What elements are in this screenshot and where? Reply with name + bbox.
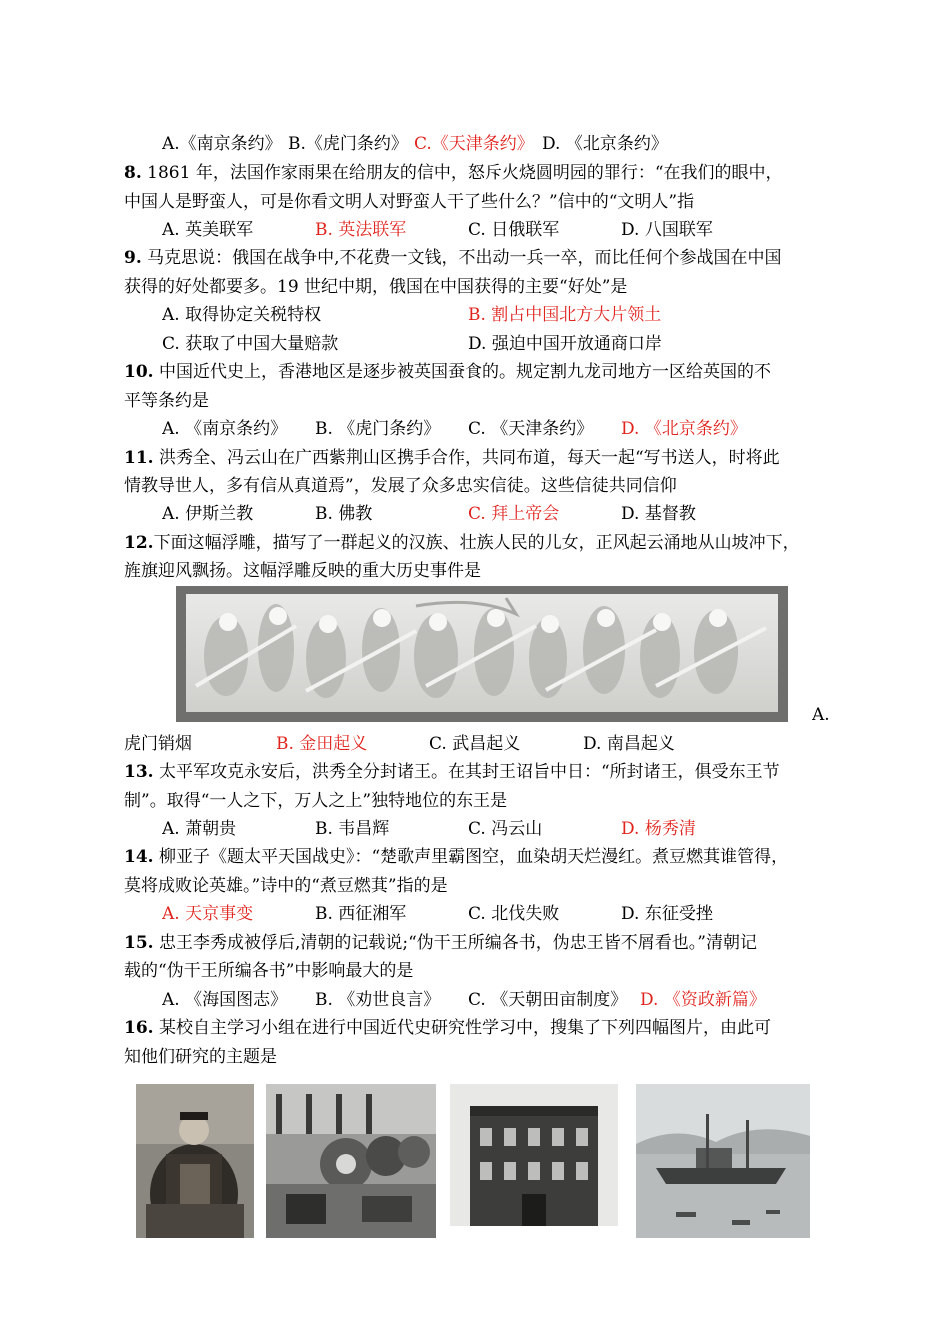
q11-option-c-answer: C. 拜上帝会 <box>468 504 560 524</box>
q7-option-d: D. 《北京条约》 <box>542 134 668 154</box>
q10-option-a: A. 《南京条约》 <box>162 419 288 439</box>
q8-options <box>162 216 842 244</box>
q14-option-b: B. 西征湘军 <box>315 904 407 924</box>
q9-options-row-1 <box>162 301 842 329</box>
q9-option-c: C. 获取了中国大量赔款 <box>162 334 339 354</box>
q9-option-a: A. 取得协定关税特权 <box>162 305 322 325</box>
q8-option-d: D. 八国联军 <box>621 220 713 240</box>
q9-line-2: 获得的好处都要多。19 世纪中期，俄国在中国获得的主要“好处”是 <box>124 277 628 297</box>
q12-option-a-label: A. <box>812 705 830 725</box>
q13-option-a: A. 萧朝贵 <box>162 819 237 839</box>
western-building-photo-image <box>450 1084 618 1226</box>
q7-option-b: B.《虎门条约》 <box>288 134 408 154</box>
q13-option-b: B. 韦昌辉 <box>315 819 390 839</box>
q14-option-d: D. 东征受挫 <box>621 904 713 924</box>
q15-option-b: B. 《劝世良言》 <box>315 990 441 1010</box>
q11-options <box>162 500 842 528</box>
q15-option-c: C. 《天朝田亩制度》 <box>468 990 628 1010</box>
q11-line-2: 情教导世人，多有信从真道焉”，发展了众多忠实信徒。这些信徒共同信仰 <box>124 476 677 496</box>
q12-options <box>124 730 844 758</box>
q10-options <box>162 415 842 443</box>
q11-option-a: A. 伊斯兰教 <box>162 504 254 524</box>
q8-option-b-answer: B. 英法联军 <box>315 220 407 240</box>
q15-options <box>162 986 842 1014</box>
q12-line-1: 12.下面这幅浮雕，描写了一群起义的汉族、壮族人民的儿女，正风起云涌地从山坡冲下， <box>124 533 800 553</box>
q9-option-d: D. 强迫中国开放通商口岸 <box>468 334 662 354</box>
q12-option-a: 虎门销烟 <box>124 734 192 754</box>
factory-machinery-photo-image <box>266 1084 436 1238</box>
q13-line-1: 13. 太平军攻克永安后，洪秀全分封诸王。在其封王诏旨中日：“所封诸王，俱受东王节 <box>124 762 780 782</box>
q10-line-1: 10. 中国近代史上，香港地区是逐步被英国蚕食的。规定割九龙司地方一区给英国的不 <box>124 362 771 382</box>
q14-line-1: 14. 柳亚子《题太平天国战史》：“楚歌声里霸图空，血染胡天烂漫红。煮豆燃萁谁管得， <box>124 847 789 867</box>
q7-options <box>162 130 842 158</box>
q9-line-1: 9. 马克思说：俄国在战争中,不花费一文钱，不出动一兵一卒，而比任何个参战国在中国 <box>124 248 782 268</box>
q8-option-c: C. 日俄联军 <box>468 220 560 240</box>
q13-option-c: C. 冯云山 <box>468 819 543 839</box>
q12-option-b-answer: B. 金田起义 <box>276 734 368 754</box>
q9-option-b-answer: B. 割占中国北方大片领土 <box>468 305 662 325</box>
warship-harbor-photo-image <box>636 1084 810 1238</box>
q16-line-2: 知他们研究的主题是 <box>124 1047 277 1067</box>
q11-option-d: D. 基督教 <box>621 504 696 524</box>
q8-line-1: 8. 1861 年，法国作家雨果在给朋友的信中，怒斥火烧圆明园的罪行：“在我们的眼中， <box>124 163 783 183</box>
q10-option-d-answer: D. 《北京条约》 <box>621 419 747 439</box>
q13-options <box>162 815 842 843</box>
q14-option-a-answer: A. 天京事变 <box>162 904 254 924</box>
q15-line-1: 15. 忠王李秀成被俘后,清朝的记载说;“伪干王所编各书，伪忠王皆不屑看也。”清朝记 <box>124 933 757 953</box>
q12-option-c: C. 武昌起义 <box>429 734 521 754</box>
q9-options-row-2 <box>162 330 842 358</box>
q14-option-c: C. 北伐失败 <box>468 904 560 924</box>
q15-option-a: A. 《海国图志》 <box>162 990 288 1010</box>
q14-options <box>162 900 842 928</box>
q10-option-b: B. 《虎门条约》 <box>315 419 441 439</box>
q13-line-2: 制”。取得“一人之下，万人之上”独特地位的东王是 <box>124 791 508 811</box>
q11-option-b: B. 佛教 <box>315 504 373 524</box>
q7-option-c-answer: C.《天津条约》 <box>414 134 534 154</box>
q14-line-2: 莫将成败论英雄。”诗中的“煮豆燃萁”指的是 <box>124 876 448 896</box>
q16-line-1: 16. 某校自主学习小组在进行中国近代史研究性学习中，搜集了下列四幅图片，由此可 <box>124 1018 771 1038</box>
q11-line-1: 11. 洪秀全、冯云山在广西紫荆山区携手合作，共同布道，每天一起“写书送人，时将此 <box>124 448 780 468</box>
q10-line-2: 平等条约是 <box>124 391 209 411</box>
q12-line-2: 旌旗迎风飘扬。这幅浮雕反映的重大历史事件是 <box>124 561 481 581</box>
q15-line-2: 载的“伪干王所编各书”中影响最大的是 <box>124 961 414 981</box>
q10-option-c: C. 《天津条约》 <box>468 419 594 439</box>
q8-option-a: A. 英美联军 <box>162 220 254 240</box>
portrait-photo-image <box>136 1084 254 1238</box>
q13-option-d-answer: D. 杨秀清 <box>621 819 696 839</box>
q15-option-d-answer: D. 《资政新篇》 <box>640 990 766 1010</box>
q8-line-2: 中国人是野蛮人，可是你看文明人对野蛮人干了些什么？”信中的“文明人”指 <box>124 192 695 212</box>
relief-sculpture-image <box>176 586 788 722</box>
q7-option-a: A.《南京条约》 <box>162 134 282 154</box>
q12-option-d: D. 南昌起义 <box>583 734 675 754</box>
